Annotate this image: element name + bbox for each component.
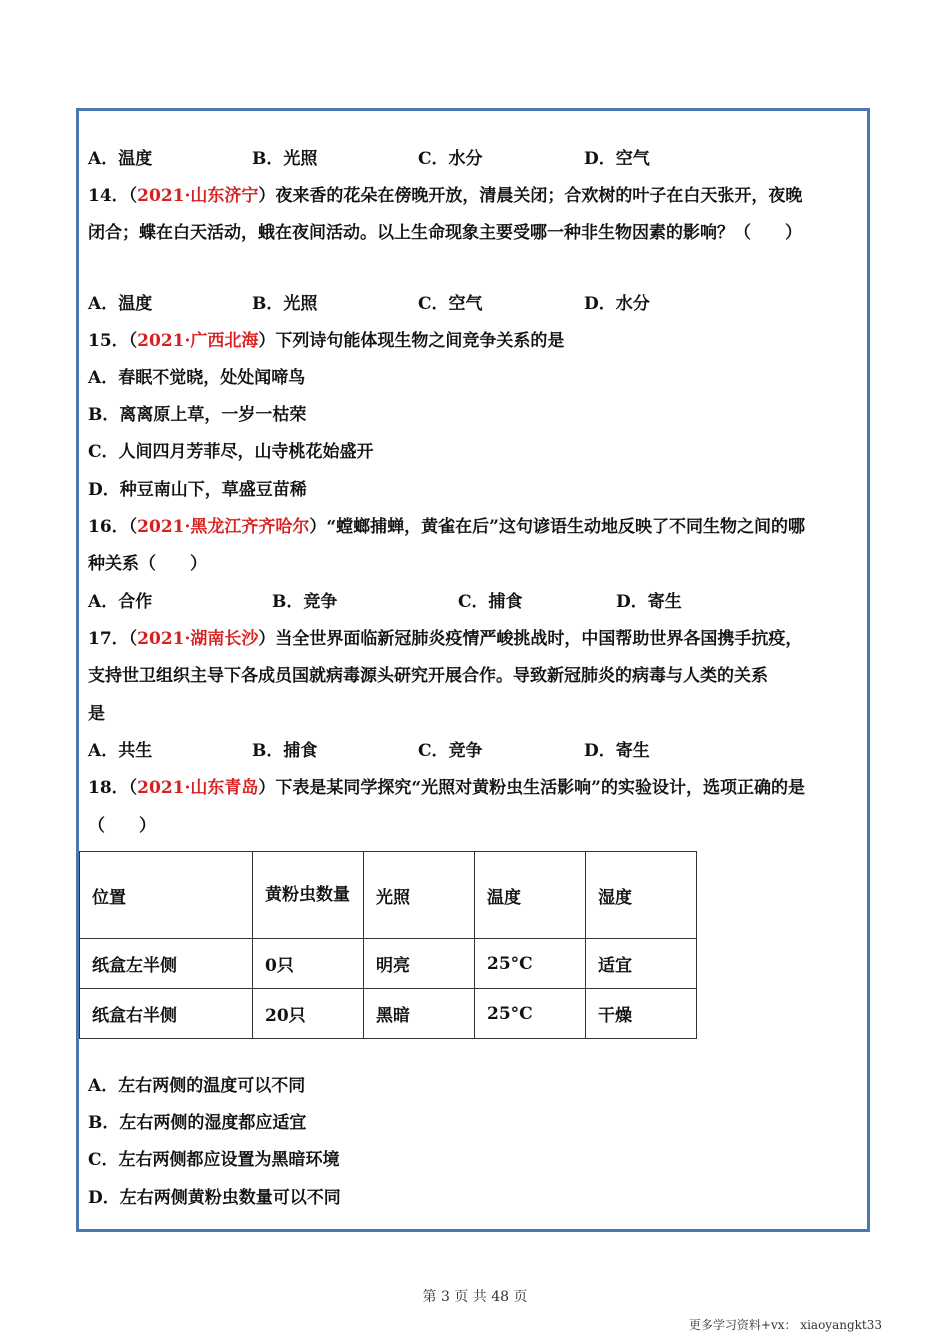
q13-option-c: C．水分 [418, 149, 483, 169]
q15-option-c: C．人间四月芳菲尽，山寺桃花始盛开 [88, 442, 374, 462]
q14-stem-line1: 14．（2021·山东济宁）夜来香的花朵在傍晚开放，清晨关闭；合欢树的叶子在白天张开，夜晚 [88, 186, 803, 206]
table-cell: 0只 [253, 939, 364, 989]
q15-option-b: B．离离原上草，一岁一枯荣 [88, 405, 307, 425]
q18-option-b: B．左右两侧的湿度都应适宜 [88, 1113, 307, 1133]
table-row [80, 939, 697, 989]
q16-option-b: B．竞争 [272, 592, 338, 612]
q14-source: 2021·山东济宁 [137, 186, 259, 206]
q16-option-c: C．捕食 [458, 592, 523, 612]
page-number: 第 3 页 共 48 页 [422, 1289, 528, 1305]
table-header-cell: 位置 [80, 852, 253, 939]
q16-stem-line1: 16．（2021·黑龙江齐齐哈尔）“螳螂捕蝉，黄雀在后”这句谚语生动地反映了不同生物之间的哪 [88, 517, 805, 537]
q15-source: 2021·广西北海 [137, 331, 259, 351]
q18-option-d: D．左右两侧黄粉虫数量可以不同 [88, 1188, 341, 1208]
q18-stem-line2: （ ） [88, 816, 156, 836]
ad-text: 更多学习资料+vx： xiaoyangkt33 [688, 1318, 882, 1332]
q18-option-a: A．左右两侧的温度可以不同 [88, 1076, 306, 1096]
q16-option-a: A．合作 [88, 592, 153, 612]
q14-option-c: C．空气 [418, 294, 483, 314]
q17-stem-line3: 是 [88, 704, 105, 724]
table-cell: 干燥 [586, 989, 697, 1039]
q17-option-b: B．捕食 [252, 741, 318, 761]
q17-source: 2021·湖南长沙 [137, 629, 259, 649]
table-header-cell: 湿度 [586, 852, 697, 939]
table-header-cell: 光照 [364, 852, 475, 939]
q16-source: 2021·黑龙江齐齐哈尔 [137, 517, 310, 537]
q15-stem: 15．（2021·广西北海）下列诗句能体现生物之间竞争关系的是 [88, 331, 565, 351]
table-cell: 纸盒右半侧 [80, 989, 253, 1039]
q16-stem-line2: 种关系（ ） [88, 554, 207, 574]
table-header-row [80, 852, 697, 939]
q17-stem-line1: 17．（2021·湖南长沙）当全世界面临新冠肺炎疫情严峻挑战时，中国帮助世界各国携手抗疫， [88, 629, 803, 649]
q13-option-d: D．空气 [584, 149, 650, 169]
table-cell: 黑暗 [364, 989, 475, 1039]
table-cell: 适宜 [586, 939, 697, 989]
q18-source: 2021·山东青岛 [137, 778, 259, 798]
table-row [80, 989, 697, 1039]
table-cell: 25°C [475, 939, 586, 989]
q14-option-b: B．光照 [252, 294, 318, 314]
table-header-cell: 温度 [475, 852, 586, 939]
table-header-cell: 黄粉虫数量 [253, 852, 364, 939]
q17-stem-line2: 支持世卫组织主导下各成员国就病毒源头研究开展合作。导致新冠肺炎的病毒与人类的关系 [88, 666, 768, 686]
q15-option-a: A．春眠不觉晓，处处闻啼鸟 [88, 368, 306, 388]
q15-option-d: D．种豆南山下，草盛豆苗稀 [88, 480, 307, 500]
q17-option-c: C．竞争 [418, 741, 483, 761]
q18-stem-line1: 18．（2021·山东青岛）下表是某同学探究“光照对黄粉虫生活影响”的实验设计，选项正确的是 [88, 778, 805, 798]
q18-option-c: C．左右两侧都应设置为黑暗环境 [88, 1150, 340, 1170]
q14-option-a: A．温度 [88, 294, 153, 314]
table-cell: 明亮 [364, 939, 475, 989]
q16-option-d: D．寄生 [616, 592, 682, 612]
q13-option-a: A．温度 [88, 149, 153, 169]
table-cell: 25°C [475, 989, 586, 1039]
q14-stem-line2: 闭合；蝶在白天活动，蛾在夜间活动。以上生命现象主要受哪一种非生物因素的影响？（ ） [88, 223, 802, 243]
experiment-table [79, 851, 697, 1039]
q13-option-b: B．光照 [252, 149, 318, 169]
q17-option-a: A．共生 [88, 741, 153, 761]
table-cell: 纸盒左半侧 [80, 939, 253, 989]
q14-option-d: D．水分 [584, 294, 650, 314]
table-cell: 20只 [253, 989, 364, 1039]
q17-option-d: D．寄生 [584, 741, 650, 761]
